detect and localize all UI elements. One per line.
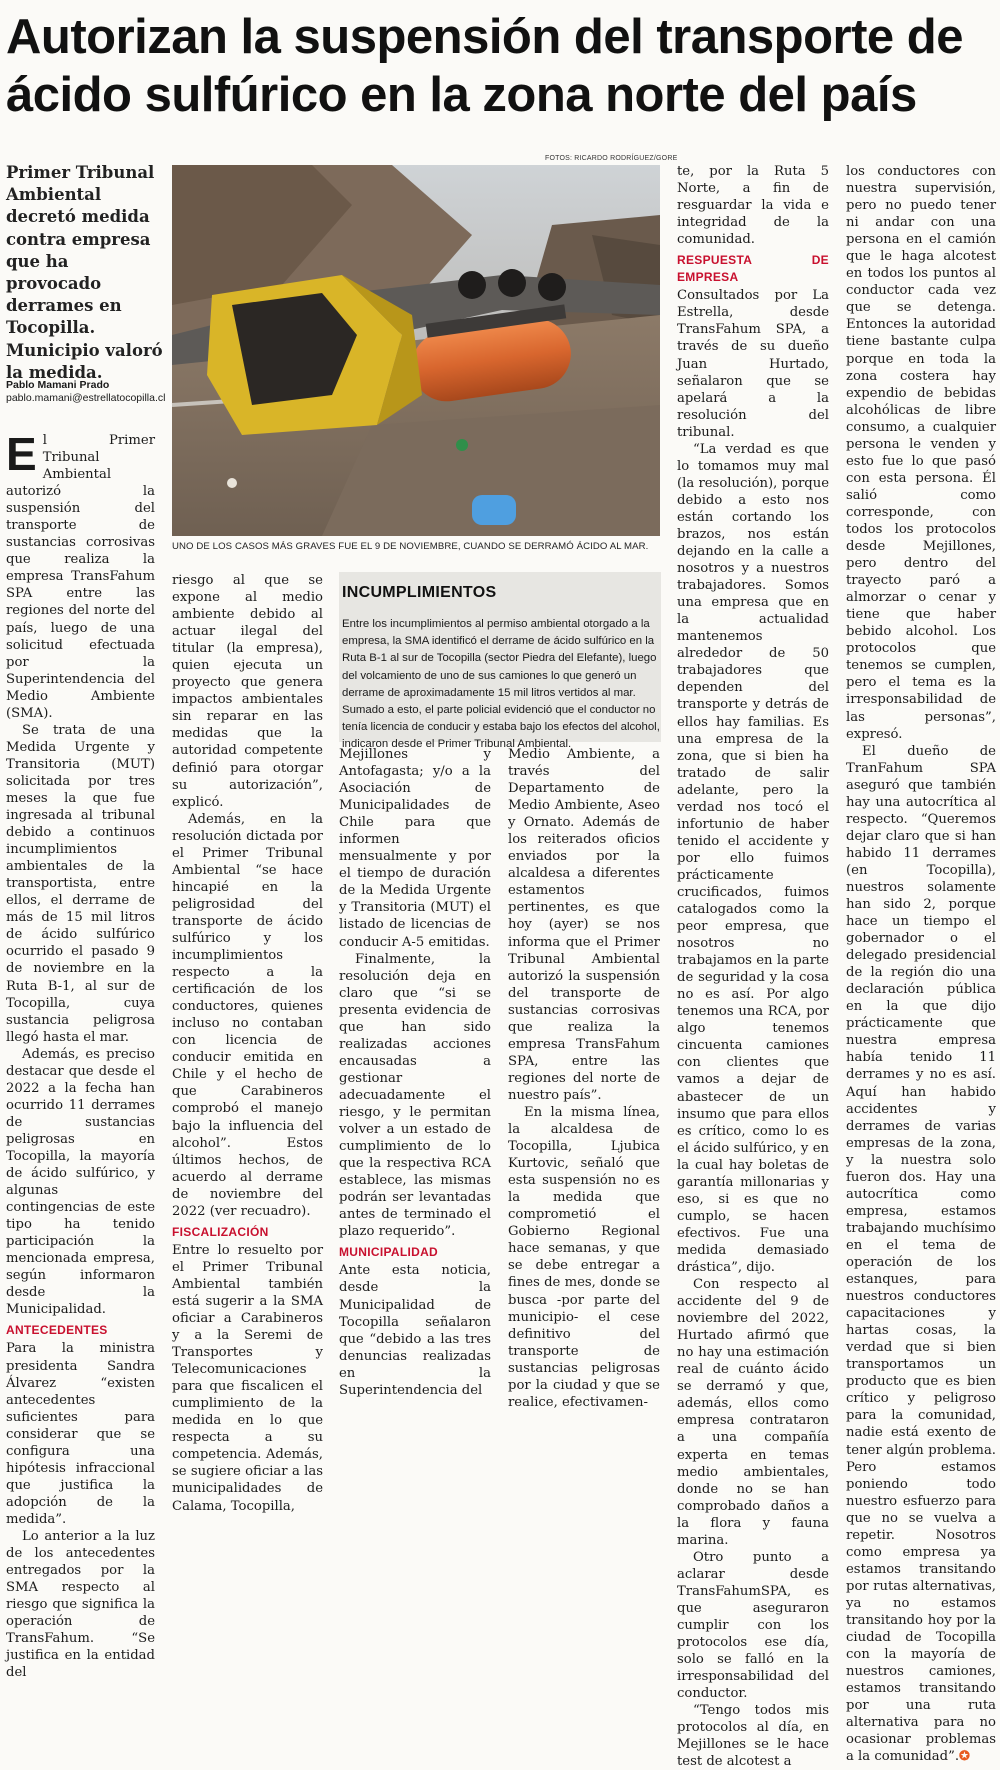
column-5 [677, 163, 829, 1770]
paragraph: riesgo al que se expone al medio ambiente debido al actuar ilegal del titular (la empresa), quien ejecuta un proyecto que genera impactos ambientales sin reparar en las medidas que la autoridad competente definió para otorgar su autorización”, explicó. [172, 573, 323, 810]
box-title: INCUMPLIMIENTOS [342, 584, 497, 601]
byline-author: Pablo Mamani Prado [6, 379, 110, 391]
paragraph: los conductores con nuestra supervisión, pero no puedo tener ni andar con una persona en el camión que le haga alcotest en todos los puntos al conductor cada vez que se detenga. Entonces la autoridad tiene bastante culpa porque en toda la zona costera hay expendio de bebidas alcohólicas de libre consumo, a cualquier persona le venden y esto fue lo que pasó con esta persona. Él salió como corresponde, con todos los protocolos desde Mejillones, pero dentro del trayecto paró a almorzar o cenar y tiene que haber bebido alcohol. Los protocolos que tenemos se cumplen, pero el tema es la irresponsabilidad de las personas”, expresó. [846, 164, 996, 742]
paragraph: Además, es preciso destacar que desde el 2022 a la fecha han ocurrido 11 derrames de sustancias peligrosas en Tocopilla, la mayoría de ácido sulfúrico, y algunas contingencias de este tipo ha tenido participación la mencionada empresa, según informaron desde la Municipalidad. [6, 1046, 155, 1318]
column-6 [846, 163, 996, 1765]
headline: Autorizan la suspensión del transporte de ácido sulfúrico en la zona norte del país [6, 10, 963, 122]
photo-caption: UNO DE LOS CASOS MÁS GRAVES FUE EL 9 DE NOVIEMBRE, CUANDO SE DERRAMÓ ÁCIDO AL MAR. [172, 541, 649, 552]
column-4 [508, 746, 660, 1410]
paragraph: “Tengo todos mis protocolos al día, en Mejillones se le hace test de alcotest a [677, 1703, 829, 1770]
column-2 [172, 572, 323, 1514]
paragraph: Medio Ambiente, a través del Departamento de Medio Ambiente, Aseo y Ornato. Además de los reiterados oficios enviados por la alcaldesa a diferentes estamentos pertinentes, es que hoy (ayer) se nos informa que el Primer Tribunal Ambiental autorizó la suspensión del transporte de sustancias corrosivas que realiza la empresa TransFahum SPA, entre las regiones del norte de nuestro país”. [508, 747, 660, 1103]
paragraph: Lo anterior a la luz de los antecedentes entregados por la SMA respecto al riesgo que significa la operación de TransFahum. “Se justifica en la entidad del [6, 1529, 155, 1681]
truck-accident-photo [172, 165, 660, 536]
paragraph: Para la ministra presidenta Sandra Álvarez “existen antecedentes suficientes para considerar que se configura una hipótesis infraccional que justifica la adopción de la medida”. [6, 1341, 155, 1527]
photo-credit: FOTOS: RICARDO RODRÍGUEZ/GORE [545, 155, 678, 162]
column-3 [339, 746, 491, 1398]
paragraph: Además, en la resolución dictada por el Primer Tribunal Ambiental “se hace hincapié en la peligrosidad del transporte de ácido sulfúrico y los incumplimientos respecto a la certificación de los conductores, quienes incluso no contaban con licencia de conducir emitida en Chile y el hecho de que Carabineros comprobó el manejo bajo la influencia del alcohol”. Estos últimos hechos, de acuerdo al derrame de noviembre del 2022 (ver recuadro). [172, 811, 323, 1219]
sidebar-box-incumplimientos [339, 572, 661, 751]
paragraph: “La verdad es que lo tomamos muy mal (la resolución), porque debido a esto nos están cortando los brazos, nos están dejando en la calle a nosotros y a nuestros trabajadores. Somos una empresa que en la actualidad mantenemos alrededor de 50 trabajadores que dependen del transporte y detrás de ellos hay familias. Es una empresa de la zona, que si bien ha tratado de salir adelante, pero la verdad nos tocó el infortunio de haber tenido el accidente y por ello fuimos prácticamente crucificados, fuimos catalogados como la peor empresa, que nosotros no trabajamos en la parte de seguridad y la cosa no es así. Por algo tenemos una RCA, por algo tenemos cincuenta camiones con clientes que vamos a dejar de abastecer de un insumo que para ellos es crítico, como lo es el ácido sulfúrico, y en la cual hay boletas de garantía millonarias y eso, si es que no cumplo, se hacen efectivos. Fue una medida demasiado drástica”, dijo. [677, 441, 829, 1275]
paragraph: El Primer Tribunal Ambiental autorizó la suspensión del transporte de sustancias corrosivas que realiza la empresa TransFahum SPA entre las regiones del norte del país, luego de una solicitud efectuada por la Superintendencia del Medio Ambiente (SMA). [6, 428, 155, 721]
subhead-municipalidad: MUNICIPALIDAD [339, 1245, 439, 1260]
column-1 [6, 428, 155, 1681]
lead-summary: Primer Tribunal Ambiental decretó medida contra empresa que ha provocado derrames en Tocopilla. Municipio valoró la medida. [6, 163, 163, 382]
paragraph: Con respecto al accidente del 9 de noviembre del 2022, Hurtado afirmó que no hay una estimación real de cuánto ácido se derramó y que, además, ellos como empresa contrataron a una compañía experta en temas medio ambientales, donde no se han comprobado daños a la flora y fauna marina. [677, 1277, 829, 1548]
end-mark-icon: ✪ [959, 1749, 971, 1765]
paragraph: En la misma línea, la alcaldesa de Tocopilla, Ljubica Kurtovic, señaló que esta suspensión no es la medida que comprometió el Gobierno Regional hace semanas, y que se debe entregar a fines de mes, donde se busca -por parte del municipio- el cese definitivo del transporte de sustancias peligrosas por la ciudad y que se realice, efectivamen- [508, 1104, 660, 1410]
box-text: Entre los incumplimientos al permiso ambiental otorgado a la empresa, la SMA identificó el derrame de ácido sulfúrico en la Ruta B-1 al sur de Tocopilla (sector Piedra del Elefante), luego del volcamiento de uno de sus camiones lo que generó un derrame de aproximadamente 15 mil litros vertidos al mar. Sumado a esto, el parte policial evidenció que el conductor no tenía licencia de conducir y estaba bajo los efectos del alcohol, indicaron desde el Primer Tribunal Ambiental. [342, 618, 660, 751]
subhead-fiscalizacion: FISCALIZACIÓN [172, 1224, 269, 1239]
paragraph: Ante esta noticia, desde la Municipalidad de Tocopilla señalaron que “debido a las tres denuncias realizadas en la Superintendencia del [339, 1263, 491, 1398]
paragraph: Mejillones y Antofagasta; y/o a la Asociación de Municipalidades de Chile para que informen mensualmente y por el tiempo de duración de la Medida Urgente y Transitoria (MUT) el listado de licencias de conducir A-5 emitidas. [339, 747, 491, 950]
paragraph: Finalmente, la resolución deja en claro que “si se presenta evidencia de que han sido realizadas acciones encausadas a gestionar adecuadamente el riesgo, y le permitan volver a un estado de cumplimiento de lo que la respectiva RCA establece, las mismas podrán ser levantadas antes de terminado el plazo requerido”. [339, 951, 491, 1240]
paragraph: Otro punto a aclarar desde TransFahumSPA, es que aseguraron cumplir con los protocolos ese día, solo se falló en la irresponsabilidad del conductor. [677, 1549, 829, 1702]
paragraph: Consultados por La Estrella, desde TransFahum SPA, a través de su dueño Juan Hurtado, señalaron que se apelará a la resolución del tribunal. [677, 288, 829, 440]
paragraph: Entre lo resuelto por el Primer Tribunal Ambiental también está sugerir a la SMA oficiar a Carabineros y a la Seremi de Transportes y Telecomunicaciones para que fiscalicen el cumplimiento de la medida en lo que respecta a su competencia. Además, se sugiere oficiar a las municipalidades de Calama, Tocopilla, [172, 1242, 323, 1514]
paragraph: te, por la Ruta 5 Norte, a fin de resguardar la vida e integridad de la comunidad. [677, 164, 829, 248]
subhead-respuesta-empresa: RESPUESTA DE EMPRESA [677, 253, 829, 285]
byline-email[interactable]: pablo.mamani@estrellatocopilla.cl [6, 392, 166, 404]
drop-cap: E [6, 428, 37, 480]
paragraph: El dueño de TranFahum SPA aseguró que también hay una autocrítica al respecto. “Queremos dejar claro que si han habido 11 derrames (en Tocopilla), nuestros solamente han sido 2, porque hace un tiempo el gobernador o el delegado presidencial de la región dio una declaración pública en la que dijo prácticamente que nuestra empresa había tenido 11 derrames y no es así. Aquí han habido accidentes y derrames de varias empresas de la zona, y la nuestra solo fueron dos. Hay una autocrítica como empresa, estamos trabajando muchísimo en el tema de operación de los estanques, para nuestros conductores capacitaciones y hartas cosas, la verdad que si bien transportamos un producto que es bien crítico y peligroso para la comunidad, nadie está exento de tener algún problema. Pero estamos poniendo todo nuestro esfuerzo para que no se vuelva a repetir. Nosotros como empresa ya estamos transitando por rutas alternativas, ya no estamos transitando hoy por la ciudad de Tocopilla con la mayoría de nuestros camiones, estamos transitando por una ruta alternativa para no ocasionar problemas a la comunidad”.✪ [846, 743, 996, 1765]
paragraph: Se trata de una Medida Urgente y Transitoria (MUT) solicitada por tres meses la que fue ingresada al tribunal debido a continuos incumplimientos ambientales de la transportista, entre ellos, el derrame de más de 15 mil litros de ácido sulfúrico ocurrido el pasado 9 de noviembre en la Ruta B-1, al sur de Tocopilla, cuya sustancia peligrosa llegó hasta el mar. [6, 722, 155, 1045]
subhead-antecedentes: ANTECEDENTES [6, 1323, 108, 1338]
